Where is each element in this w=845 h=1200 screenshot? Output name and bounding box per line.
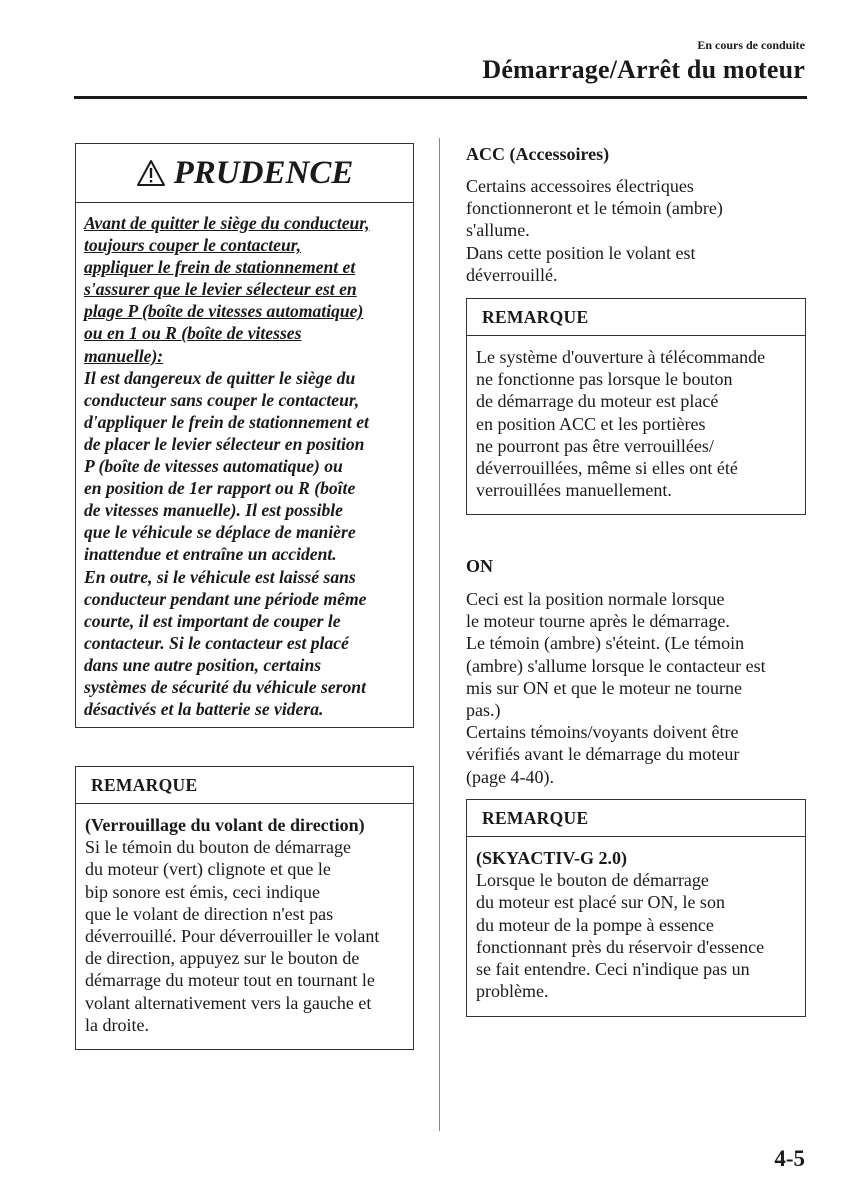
note-line: du moteur de la pompe à essence bbox=[476, 914, 714, 935]
note-line: du moteur est placé sur ON, le son bbox=[476, 892, 725, 913]
caution-line: P (boîte de vitesses automatique) ou bbox=[84, 456, 343, 477]
caution-line: Avant de quitter le siège du conducteur, bbox=[84, 213, 370, 233]
section-label: En cours de conduite bbox=[697, 38, 805, 52]
caution-line: En outre, si le véhicule est laissé sans bbox=[84, 566, 356, 587]
note-line: Lorsque le bouton de démarrage bbox=[476, 870, 709, 891]
caution-header bbox=[76, 144, 413, 203]
note-subheading: (SKYACTIV-G 2.0) bbox=[476, 848, 628, 868]
note-line: Si le témoin du bouton de démarrage bbox=[85, 837, 351, 858]
note-line: bip sonore est émis, ceci indique bbox=[85, 881, 320, 902]
note-heading: REMARQUE bbox=[76, 767, 413, 804]
note-line: ne pourront pas être verrouillées/ bbox=[476, 435, 714, 456]
caution-line: contacteur. Si le contacteur est placé bbox=[84, 632, 349, 653]
caution-line: conducteur pendant une période même bbox=[84, 588, 367, 609]
note-line: Le système d'ouverture à télécommande bbox=[476, 347, 766, 367]
para-line: Ceci est la position normale lorsque bbox=[466, 589, 725, 609]
note-line: en position ACC et les portières bbox=[476, 413, 706, 434]
note-text bbox=[76, 804, 413, 1036]
caution-line: inattendue et entraîne un accident. bbox=[84, 544, 337, 565]
note-line: verrouillées manuellement. bbox=[476, 480, 672, 501]
note-heading: REMARQUE bbox=[467, 299, 805, 336]
note-line: ne fonctionne pas lorsque le bouton bbox=[476, 369, 733, 390]
acc-paragraph bbox=[466, 175, 723, 286]
caution-box bbox=[75, 143, 414, 728]
para-line: Dans cette position le volant est bbox=[466, 242, 696, 263]
on-heading: ON bbox=[466, 556, 493, 576]
caution-line: courte, il est important de couper le bbox=[84, 610, 341, 631]
caution-line: désactivés et la batterie se videra. bbox=[84, 699, 324, 720]
caution-line: en position de 1er rapport ou R (boîte bbox=[84, 478, 356, 499]
note-line: de démarrage du moteur est placé bbox=[476, 391, 719, 412]
para-line: Certains témoins/voyants doivent être bbox=[466, 722, 739, 743]
caution-line: d'appliquer le frein de stationnement et bbox=[84, 411, 369, 432]
note-line: fonctionnant près du réservoir d'essence bbox=[476, 936, 765, 957]
column-divider bbox=[439, 138, 440, 1131]
note-box-skyactiv bbox=[466, 799, 806, 1017]
para-line: mis sur ON et que le moteur ne tourne bbox=[466, 677, 742, 698]
page-number: 4-5 bbox=[774, 1146, 805, 1171]
caution-line: Il est dangereux de quitter le siège du bbox=[84, 367, 356, 388]
acc-heading: ACC (Accessoires) bbox=[466, 144, 610, 164]
note-line: démarrage du moteur tout en tournant le bbox=[85, 970, 375, 991]
para-line: Certains accessoires électriques bbox=[466, 176, 694, 196]
note-line: déverrouillées, même si elles ont été bbox=[476, 458, 738, 479]
on-paragraph bbox=[466, 588, 766, 788]
note-line: de direction, appuyez sur le bouton de bbox=[85, 948, 360, 969]
note-line: se fait entendre. Ceci n'indique pas un bbox=[476, 959, 750, 980]
caution-text bbox=[76, 203, 413, 720]
caution-line: systèmes de sécurité du véhicule seront bbox=[84, 676, 366, 697]
caution-line: dans une autre position, certains bbox=[84, 654, 322, 675]
note-box-acc bbox=[466, 298, 806, 515]
para-line: Le témoin (ambre) s'éteint. (Le témoin bbox=[466, 633, 745, 654]
para-line: pas.) bbox=[466, 700, 501, 721]
para-line: (page 4-40). bbox=[466, 766, 554, 787]
note-subheading: (Verrouillage du volant de direction) bbox=[85, 815, 365, 835]
note-text bbox=[467, 837, 805, 1002]
caution-line: ou en 1 ou R (boîte de vitesses bbox=[84, 323, 302, 344]
para-line: déverrouillé. bbox=[466, 264, 558, 285]
para-line: fonctionneront et le témoin (ambre) bbox=[466, 198, 723, 219]
caution-line: manuelle): bbox=[84, 345, 164, 366]
note-line: déverrouillé. Pour déverrouiller le volant bbox=[85, 926, 380, 947]
warning-triangle-icon bbox=[136, 159, 166, 187]
para-line: le moteur tourne après le démarrage. bbox=[466, 611, 730, 632]
note-line: du moteur (vert) clignote et que le bbox=[85, 859, 331, 880]
caution-line: appliquer le frein de stationnement et bbox=[84, 257, 356, 278]
caution-line: toujours couper le contacteur, bbox=[84, 235, 302, 256]
note-line: la droite. bbox=[85, 1014, 149, 1035]
note-box-steering-lock bbox=[75, 766, 414, 1050]
header-rule bbox=[74, 96, 807, 99]
caution-line: que le véhicule se déplace de manière bbox=[84, 522, 356, 543]
caution-line: s'assurer que le levier sélecteur est en bbox=[84, 279, 357, 300]
caution-line: plage P (boîte de vitesses automatique) bbox=[84, 301, 364, 322]
para-line: (ambre) s'allume lorsque le contacteur est bbox=[466, 655, 766, 676]
caution-line: de placer le levier sélecteur en position bbox=[84, 433, 365, 454]
note-line: que le volant de direction n'est pas bbox=[85, 903, 334, 924]
caution-line: conducteur sans couper le contacteur, bbox=[84, 389, 360, 410]
caution-line: de vitesses manuelle). Il est possible bbox=[84, 500, 343, 521]
note-line: problème. bbox=[476, 981, 549, 1002]
caution-title: PRUDENCE bbox=[173, 154, 354, 191]
page-title: Démarrage/Arrêt du moteur bbox=[482, 55, 805, 84]
para-line: vérifiés avant le démarrage du moteur bbox=[466, 744, 740, 765]
note-heading: REMARQUE bbox=[467, 800, 805, 837]
note-line: volant alternativement vers la gauche et bbox=[85, 992, 372, 1013]
note-text bbox=[467, 336, 805, 501]
para-line: s'allume. bbox=[466, 220, 530, 241]
